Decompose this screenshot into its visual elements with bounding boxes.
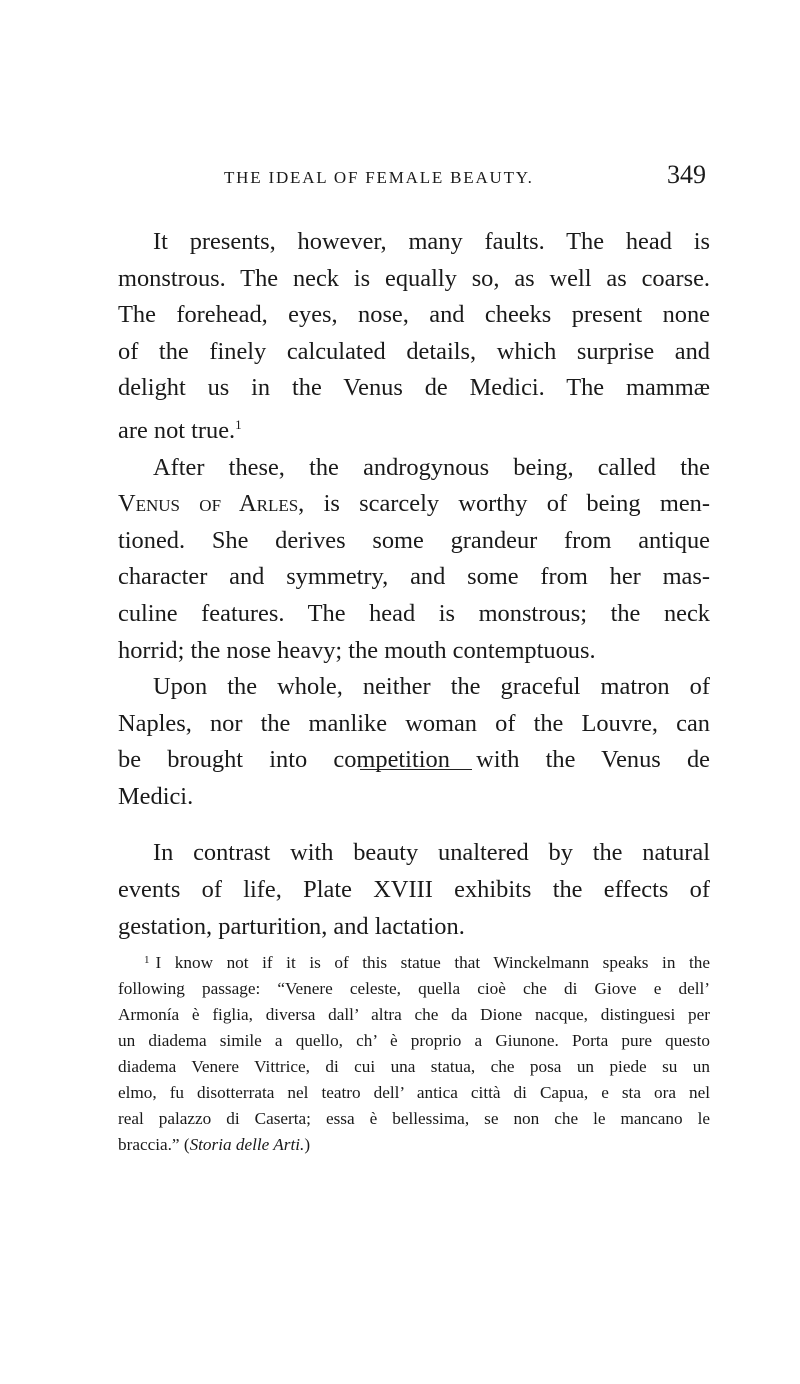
- footnote-reference: 1: [235, 416, 242, 432]
- text-line: be brought into competition with the Venus de: [118, 746, 710, 774]
- text-segment: ): [304, 1135, 311, 1154]
- text-line: tioned. She derives some grandeur from antique: [118, 526, 710, 554]
- text-line: following passage: “Venere celeste, quella cioè che di Giove e dell’: [118, 979, 710, 998]
- text-line: Armonía è figlia, diversa dall’ altra che da Dione nacque, distinguesi per: [118, 1005, 710, 1024]
- text-line: un diadema simile a quello, ch’ è proprio a Giunone. Porta pure questo: [118, 1031, 710, 1050]
- text-segment: are not true.: [118, 416, 236, 444]
- text-line: In contrast with beauty unaltered by the natural: [153, 839, 710, 866]
- text-line: [118, 947, 710, 976]
- running-title: THE IDEAL OF FEMALE BEAUTY.: [224, 168, 534, 187]
- section-separator: [360, 769, 472, 770]
- running-head: [118, 160, 710, 190]
- text-line: Upon the whole, neither the graceful matron of: [153, 673, 710, 701]
- text-line: [118, 1132, 710, 1158]
- body-text: [118, 224, 710, 816]
- text-line: It presents, however, many faults. The head is: [153, 228, 710, 255]
- text-line: real palazzo di Caserta; essa è bellessima, se non che le mancano le: [118, 1109, 710, 1128]
- page-number: 349: [667, 160, 706, 189]
- paragraph-contrast: [118, 834, 710, 945]
- paragraph-venus-of-arles: [118, 450, 710, 670]
- text-line: Medici.: [118, 782, 194, 810]
- text-line: [118, 407, 710, 450]
- text-line: of the finely calculated details, which surprise and: [118, 337, 710, 365]
- text-line: culine features. The head is monstrous; the neck: [118, 599, 710, 627]
- text-line: elmo, fu disotterrata nel teatro dell’ antica città di Capua, e sta ora nel: [118, 1083, 710, 1102]
- source-title: Storia delle Arti.: [189, 1135, 305, 1154]
- footnote-marker: 1: [144, 954, 150, 966]
- text-line: diadema Venere Vittrice, di cui una statua, che posa un piede su un: [118, 1057, 710, 1076]
- text-line: After these, the androgynous being, called the: [153, 453, 710, 481]
- text-line: monstrous. The neck is equally so, as well as coarse.: [118, 264, 710, 292]
- text-line: Naples, nor the manlike woman of the Louvre, can: [118, 709, 710, 737]
- text-line: gestation, parturition, and lactation.: [118, 913, 465, 940]
- text-segment: braccia.” (: [118, 1135, 190, 1154]
- text-line: [118, 486, 710, 523]
- footnote: [118, 947, 710, 1158]
- text-line: The forehead, eyes, nose, and cheeks present none: [118, 301, 710, 329]
- paragraph-faults: [118, 224, 710, 450]
- text-line: horrid; the nose heavy; the mouth contemptuous.: [118, 636, 596, 664]
- text-line: character and symmetry, and some from her mas-: [118, 563, 710, 591]
- paragraph-comparison: [118, 669, 710, 815]
- text-segment: I know not if it is of this statue that Winckelmann speaks in the: [155, 953, 710, 972]
- statue-name: Venus of Arles,: [118, 490, 305, 518]
- book-page: [118, 0, 710, 1384]
- text-line: delight us in the Venus de Medici. The mammæ: [118, 374, 710, 402]
- text-segment: is scarcely worthy of being men-: [304, 490, 710, 518]
- text-line: events of life, Plate XVIII exhibits the effects of: [118, 876, 710, 903]
